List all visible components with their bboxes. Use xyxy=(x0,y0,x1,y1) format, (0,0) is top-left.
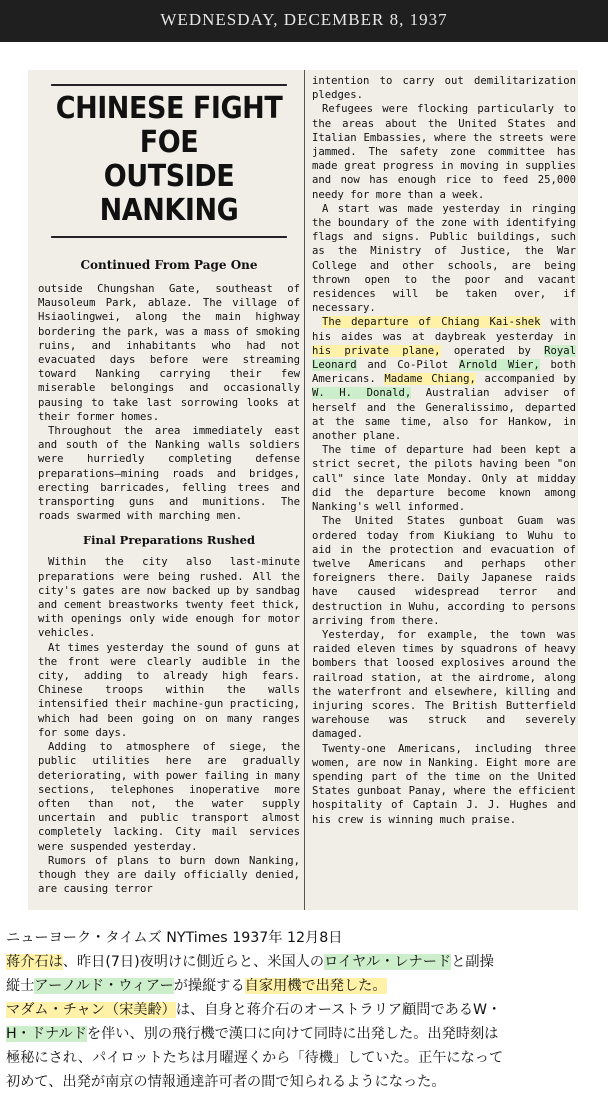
text: accompanied by xyxy=(475,373,576,386)
headline-line-2: OUTSIDE NANKING xyxy=(99,159,239,228)
paragraph: outside Chungshan Gate, southeast of Mausoleum Park, ablaze. The village of Hsiaolingwei, along the main highway bordering the park, was a mass of smoking ruins, and inhabitants who had not evacuated days before were streaming toward Nanking carrying their few miserable belongings and occasionally pausing to take last sorrowing looks at their former homes. xyxy=(38,283,300,423)
paragraph: Refugees were flocking particularly to the areas about the United States and Italian Embassies, where the streets were jammed. The safety zone committee has made great progress in moving in supplies and now has enough rice to feed 25,000 needy for more than a week. xyxy=(312,103,576,201)
continued-note: Continued From Page One xyxy=(80,258,258,272)
caption-text: 縦士 xyxy=(6,978,35,994)
highlight-chiang: The departure of Chiang Kai-shek xyxy=(322,316,541,329)
paragraph: intention to carry out demilitarization pledges. xyxy=(312,75,576,102)
section-heading: Final Preparations Rushed xyxy=(82,533,256,548)
left-body xyxy=(38,282,300,523)
paragraph: Twenty-one Americans, including three women, are now in Nanking. Eight more are spending part of the time on the United States gunboat Panay, where the efficient hospitality of Captain J. J. Hughes and his crew is winning much praise. xyxy=(312,742,576,826)
caption-line xyxy=(6,998,602,1022)
caption-line: ニューヨーク・タイムズ NYTimes 1937年 12月8日 xyxy=(6,930,343,946)
paragraph: Adding to atmosphere of siege, the public utilities here are gradually deteriorating, with power failing in many sections, telephones inoperative more often than not, the water supply uncertain and public transport almost completely lacking. City mail services were suspended yesterday. xyxy=(38,741,300,853)
highlight-arnold-wier: Arnold Wier, xyxy=(458,359,540,372)
caption-text: 、昨日(7日)夜明けに側近らと、米国人の xyxy=(62,954,325,970)
text: both Americans. xyxy=(312,359,576,386)
highlight-wh-donald: W. H. Donald, xyxy=(312,387,412,400)
date-header: WEDNESDAY, DECEMBER 8, 1937 xyxy=(160,10,448,29)
paragraph: Throughout the area immediately east and south of the Nanking walls soldiers were hurriedly completing defense preparations—mining roads and bridges, erecting barricades, felling trees and transporting guns and munitions. The roads swarmed with marching men. xyxy=(38,425,300,523)
paragraph: Yesterday, for example, the town was raided eleven times by squadrons of heavy bombers that loosed explosives around the railroad station, at the airdrome, along the waterfront and elsewhere, killing and injuring scores. The British Butterfield warehouse was struck and severely damaged. xyxy=(312,628,576,741)
highlight-private-plane: his private plane, xyxy=(312,344,441,357)
caption-line: 初めて、出発が南京の情報通達許可者の間で知られるようになった。 xyxy=(6,1074,446,1090)
paragraph: Rumors of plans to burn down Nanking, though they are daily officially denied, are causing terror xyxy=(38,854,300,896)
right-column xyxy=(312,74,576,827)
highlight-madame-chiang: Madame Chiang, xyxy=(384,373,476,386)
marker-arnold-wier: アーノルド・ウィアー xyxy=(34,978,174,994)
caption-text: が操縦する xyxy=(173,978,245,994)
highlight-royal-leonard: Royal Leonard xyxy=(312,344,576,372)
caption-text: と副操 xyxy=(451,954,494,970)
departure-paragraph xyxy=(312,315,576,443)
caption-line xyxy=(6,974,602,998)
paragraph: At times yesterday the sound of guns at the front were clearly audible in the city, adding to already high fears. Chinese troops within the walls intensified their machine-gun practicing, which had been going on on many ranges for some days. xyxy=(38,641,300,739)
caption-line xyxy=(6,1022,602,1046)
paragraph: A start was made yesterday in ringing the boundary of the zone with identifying flags and signs. Public buildings, such as the Ministry of Justice, the War College and other schools, are being thrown open to the poor and vacant residences will be taken over, if necessary. xyxy=(312,202,576,315)
top-bar xyxy=(0,0,608,42)
left-column xyxy=(38,74,300,896)
marker-royal-leonard: ロイヤル・レナード xyxy=(324,954,452,970)
marker-chiang: 蒋介石は xyxy=(6,954,63,970)
text: and Co-Pilot xyxy=(356,359,459,372)
marker-wh-donald: H・ドナルド xyxy=(6,1026,87,1042)
japanese-caption xyxy=(6,926,602,1094)
caption-text: は、自身と蒋介石のオーストラリア顧問であるW・ xyxy=(175,1002,502,1018)
marker-madame-chiang: マダム・チャン（宋美齢） xyxy=(6,1002,176,1018)
caption-text: を伴い、別の飛行機で漢口に向けて同時に出発した。出発時刻は xyxy=(86,1026,499,1042)
headline-line-1: CHINESE FIGHT FOE xyxy=(55,91,283,160)
column-divider xyxy=(304,70,305,910)
caption-line xyxy=(6,950,602,974)
paragraph: Within the city also last-minute preparations were being rushed. All the city's gates are now backed up by sandbag and cement breastworks twenty feet thick, with openings only wide enough for motor vehicles. xyxy=(38,556,300,640)
newspaper-clipping xyxy=(28,70,578,910)
left-body-2 xyxy=(38,555,300,896)
marker-private-plane: 自家用機で出発した。 xyxy=(244,978,387,994)
text: Australian adviser of herself and the Generalissimo, departed at the same time, also for Hankow, in another plane. xyxy=(312,387,576,443)
text: with his aides was at daybreak yesterday in xyxy=(312,316,576,343)
text: operated by xyxy=(440,344,545,357)
paragraph: The time of departure had been kept a strict secret, the pilots having been "on call" since late Monday. Only at midday did the departure become known among Nanking's well informed. xyxy=(312,444,576,514)
headline xyxy=(51,84,287,238)
caption-line: 極秘にされ、パイロットたちは月曜遅くから「待機」していた。正午になって xyxy=(6,1050,504,1066)
paragraph: The United States gunboat Guam was ordered today from Kiukiang to Wuhu to aid in the protection and evacuation of twelve Americans and perhaps other foreigners there. Daily Japanese raids have caused widespread terror and destruction in Wuhu, according to persons arriving from there. xyxy=(312,515,576,627)
